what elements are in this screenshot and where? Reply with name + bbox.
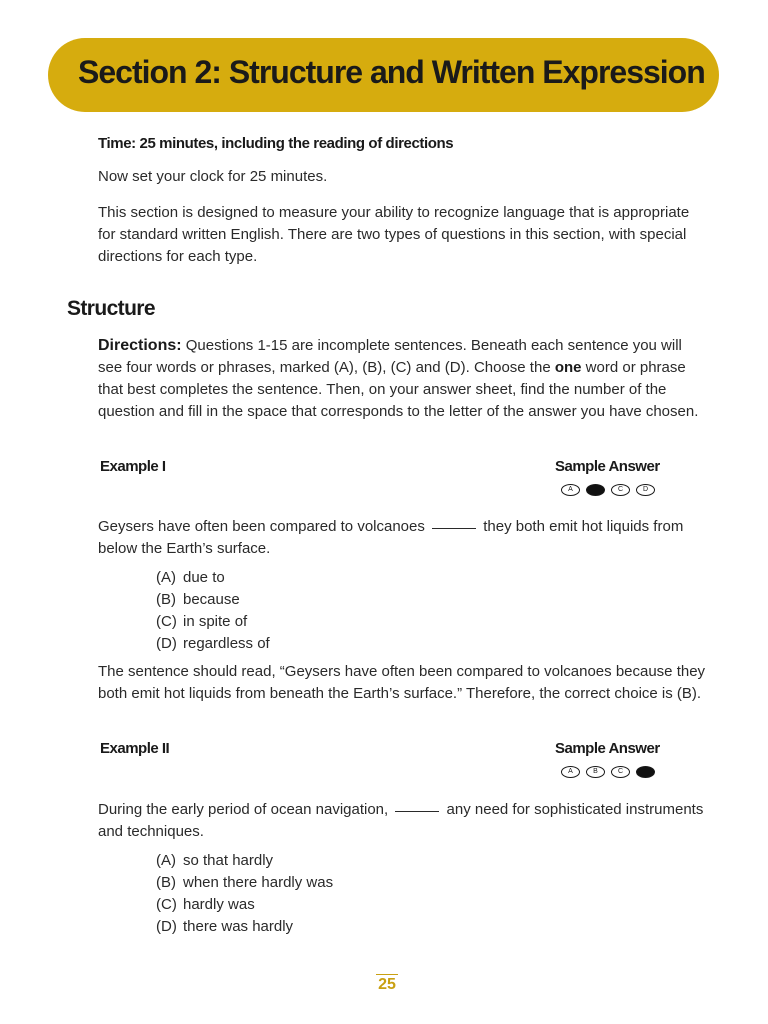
option-text: there was hardly [183, 918, 294, 935]
example-2-label: Example II [100, 740, 170, 757]
answer-bubble-a: A [561, 484, 580, 496]
option-letter: (C) [156, 896, 177, 913]
option-b [156, 872, 333, 894]
option-a [156, 567, 270, 589]
section-title: Section 2: Structure and Written Expression [78, 54, 705, 90]
option-letter: (D) [156, 918, 177, 935]
sentence-start: Geysers have often been compared to volcanoes [98, 518, 430, 535]
option-text: regardless of [183, 635, 270, 652]
option-letter: (C) [156, 613, 177, 630]
answer-bubble-b: B [586, 766, 605, 778]
option-letter: (B) [156, 874, 176, 891]
answer-blank [395, 811, 439, 812]
section-banner [48, 38, 719, 112]
option-letter: (B) [156, 591, 176, 608]
time-limit: Time: 25 minutes, including the reading of directions [98, 135, 454, 152]
example-1-label: Example I [100, 458, 166, 475]
option-text: when there hardly was [183, 874, 334, 891]
example-1-options [156, 567, 270, 655]
option-a [156, 850, 333, 872]
answer-bubble-d: D [636, 484, 655, 496]
option-b [156, 589, 270, 611]
option-letter: (A) [156, 852, 176, 869]
answer-bubble-d-filled [636, 766, 655, 778]
directions-text-1: Questions 1-15 are incomplete sentences. Beneath each sentence you will see four words or phrases, marked (A), (B), (C) and (D). Choose the [98, 337, 682, 376]
structure-heading: Structure [67, 297, 155, 320]
directions-text-2: word or phrase that best completes the sentence. Then, on your answer sheet, find the number of the question and fill in the space that corresponds to the letter of the answer you have chosen. [98, 359, 699, 420]
answer-bubble-b-filled [586, 484, 605, 496]
example-2-sentence [98, 799, 708, 843]
option-text: in spite of [183, 613, 248, 630]
directions [98, 335, 708, 423]
example-1-sample-label: Sample Answer [555, 458, 660, 475]
clock-instruction: Now set your clock for 25 minutes. [98, 168, 328, 185]
example-1-sentence [98, 516, 708, 560]
sentence-start: During the early period of ocean navigation, [98, 801, 393, 818]
example-1-answer-bubbles [561, 484, 655, 496]
option-letter: (D) [156, 635, 177, 652]
sentence-end: they both emit hot liquids from below the Earth’s surface. [98, 518, 684, 557]
option-text: due to [183, 569, 225, 586]
option-text: hardly was [183, 896, 255, 913]
example-1-explanation: The sentence should read, “Geysers have often been compared to volcanoes because they both emit hot liquids from beneath the Earth’s surface.” Therefore, the correct choice is (B). [98, 663, 706, 702]
option-c [156, 611, 270, 633]
answer-bubble-c: C [611, 484, 630, 496]
option-text: because [183, 591, 240, 608]
example-2-sample-label: Sample Answer [555, 740, 660, 757]
option-text: so that hardly [183, 852, 274, 869]
answer-bubble-c: C [611, 766, 630, 778]
answer-blank [432, 528, 476, 529]
example-2-answer-bubbles [561, 766, 655, 778]
option-d [156, 633, 270, 655]
page-number: 25 [376, 974, 398, 995]
sentence-end: any need for sophisticated instruments and techniques. [98, 801, 704, 840]
option-c [156, 894, 333, 916]
directions-label: Directions: [98, 337, 182, 354]
option-letter: (A) [156, 569, 176, 586]
example-2-options [156, 850, 333, 938]
option-d [156, 916, 333, 938]
answer-bubble-a: A [561, 766, 580, 778]
section-description: This section is designed to measure your ability to recognize language that is appropriate for standard written English. There are two types of questions in this section, with special directions for each type. [98, 204, 690, 265]
directions-emphasis: one [554, 359, 582, 376]
